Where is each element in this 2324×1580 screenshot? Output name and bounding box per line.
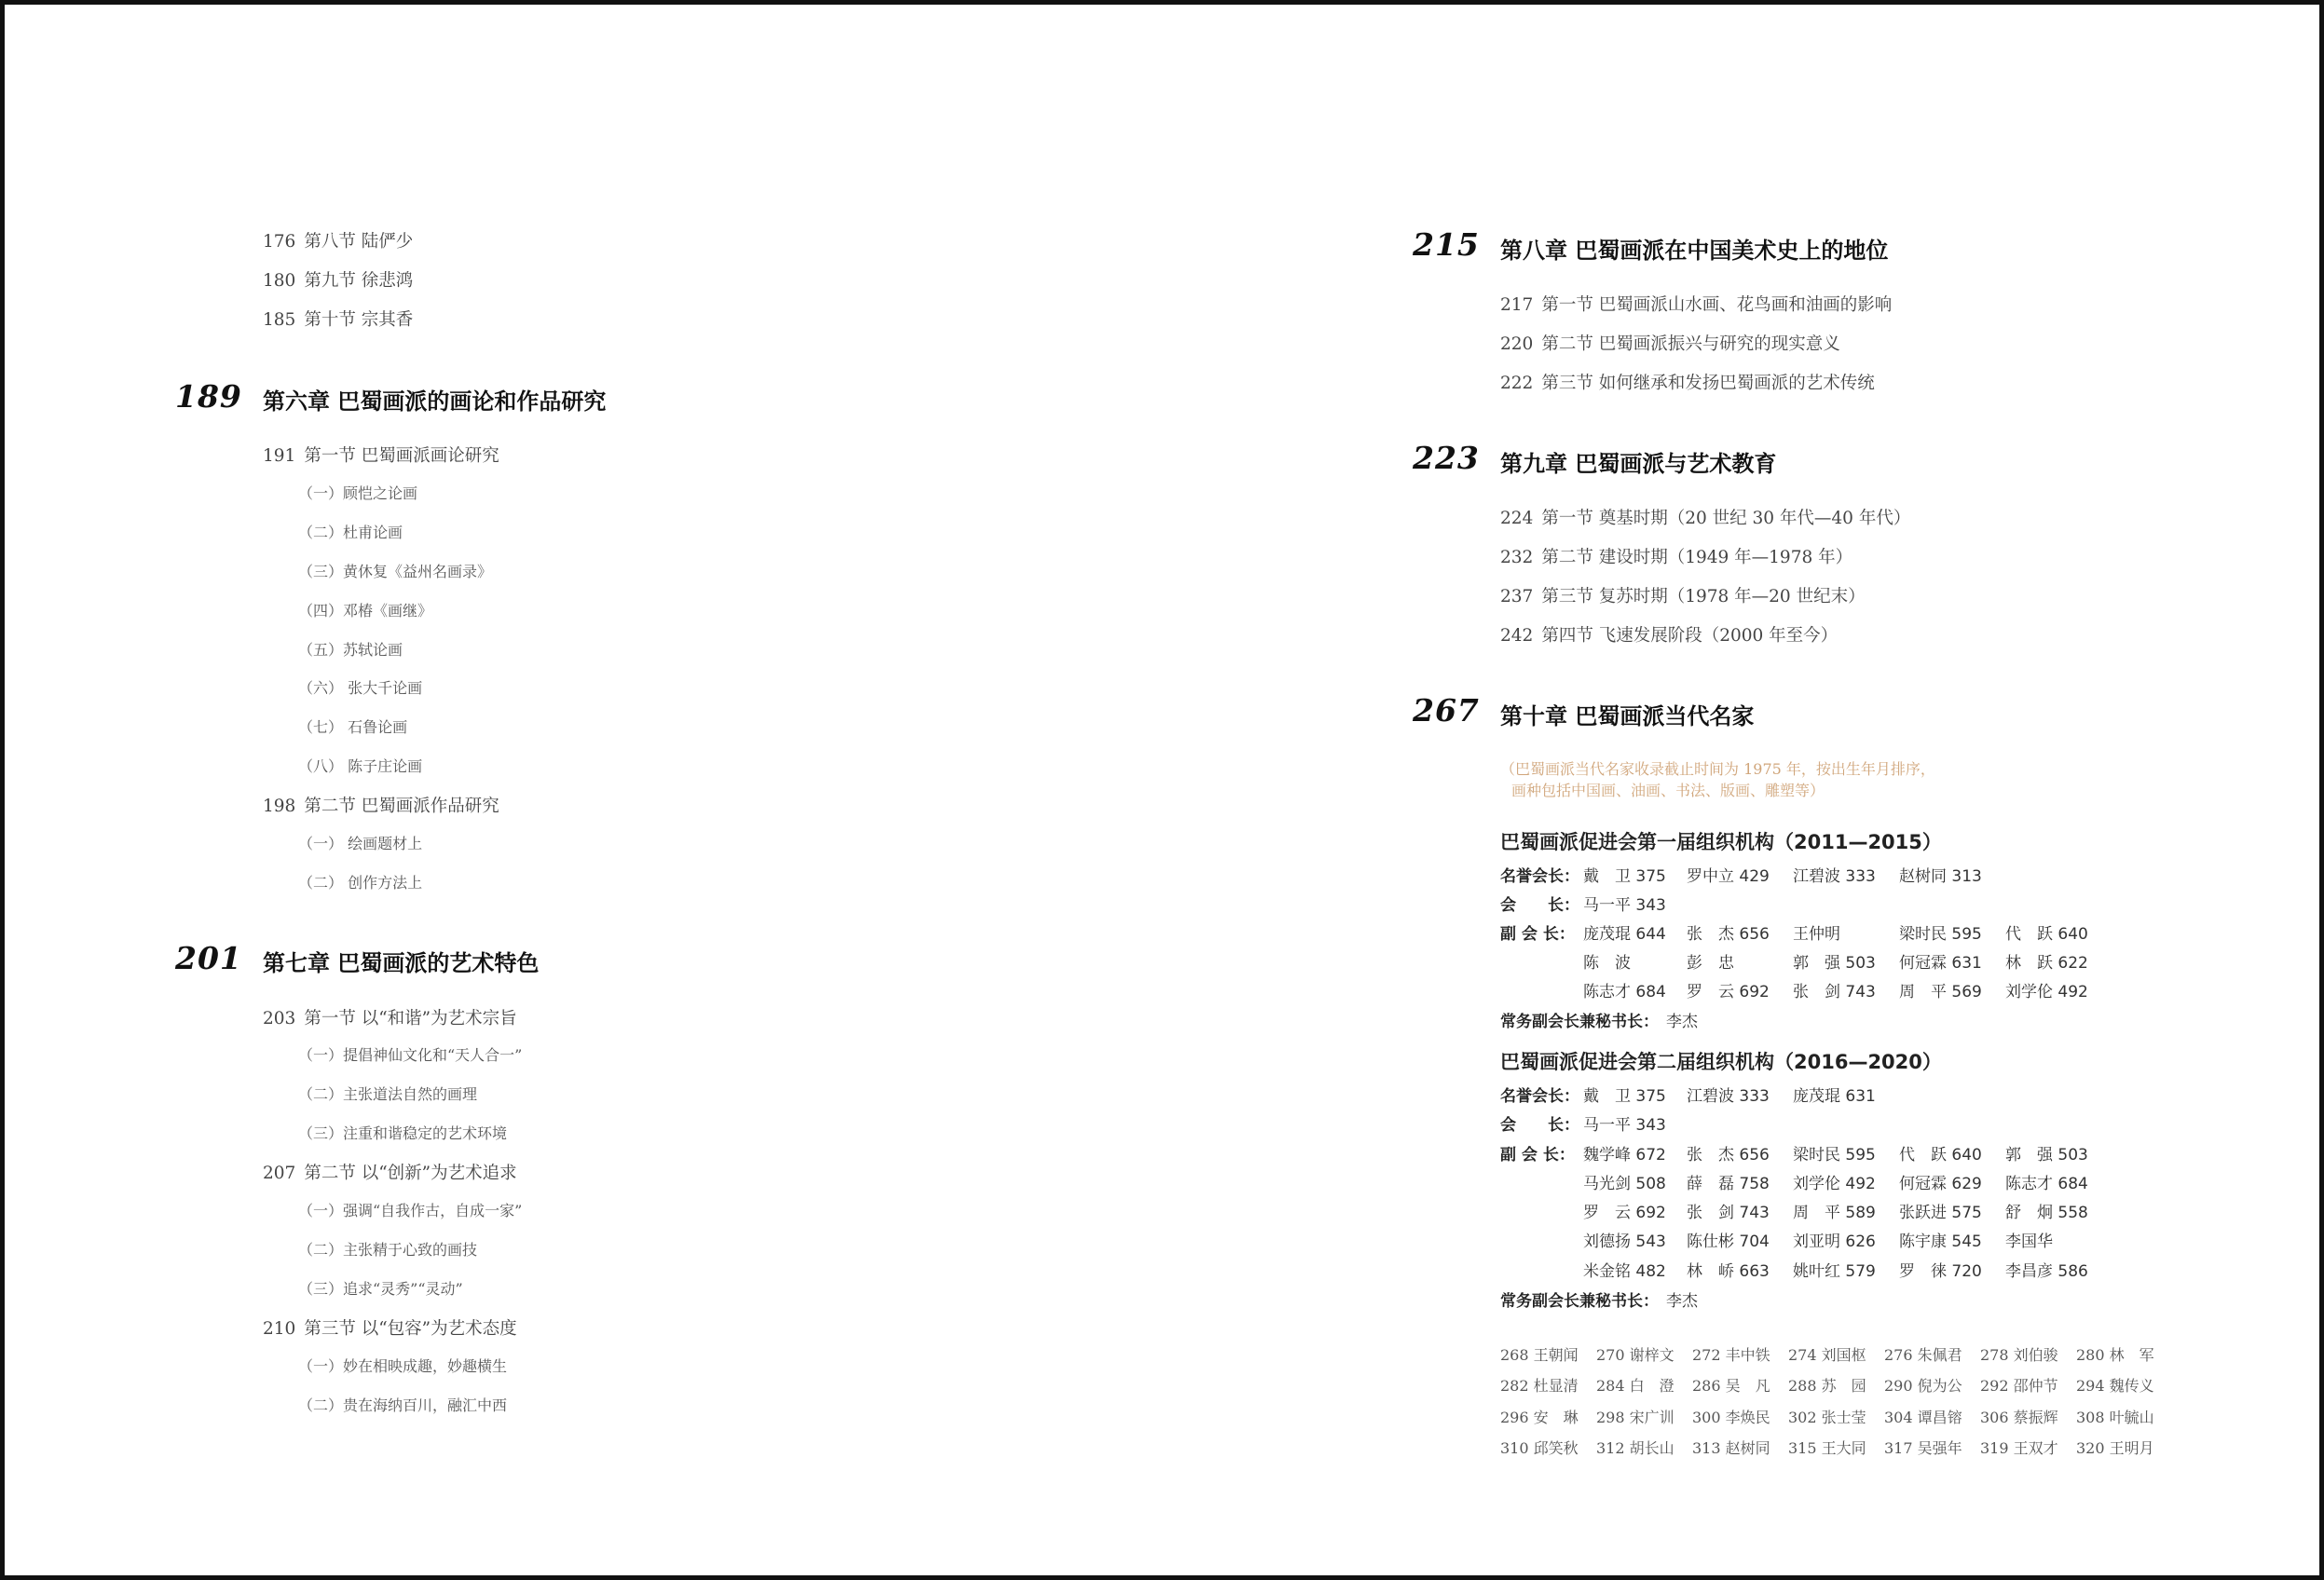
org-member: 梁时民 595 <box>1899 925 1982 944</box>
org-member: 陈志才 684 <box>2005 1175 2088 1193</box>
chapter-title[interactable]: 第十章 巴蜀画派当代名家 <box>1500 702 1755 729</box>
toc-subsection[interactable]: （五）苏轼论画 <box>298 641 403 659</box>
artist-entry[interactable]: 268 王朝闻 <box>1500 1346 1579 1364</box>
org-member: 戴 卫 375 <box>1583 1087 1666 1106</box>
org-member: 林 峤 663 <box>1687 1262 1770 1281</box>
artist-entry[interactable]: 290 倪为公 <box>1884 1377 1962 1395</box>
artist-entry[interactable]: 317 吴强年 <box>1884 1439 1962 1457</box>
toc-section[interactable]: 210 第三节 以“包容”为艺术态度 <box>263 1319 517 1339</box>
org-label: 副 会 长： <box>1500 1146 1575 1165</box>
org-member: 陈志才 684 <box>1583 983 1666 1001</box>
org-label: 副 会 长： <box>1500 925 1575 944</box>
artist-entry[interactable]: 319 王双才 <box>1980 1439 2058 1457</box>
artist-entry[interactable]: 302 张士莹 <box>1788 1409 1866 1426</box>
toc-section[interactable]: 198 第二节 巴蜀画派作品研究 <box>263 797 499 816</box>
org-member: 何冠霖 629 <box>1899 1175 1982 1193</box>
org-member: 马一平 343 <box>1583 896 1666 915</box>
org-label: 名誉会长： <box>1500 1087 1579 1106</box>
artist-entry[interactable]: 313 赵树同 <box>1692 1439 1770 1457</box>
org-member: 赵树同 313 <box>1899 867 1982 886</box>
org-member: 李杰 <box>1666 1013 1698 1031</box>
artist-entry[interactable]: 278 刘伯骏 <box>1980 1346 2058 1364</box>
artist-entry[interactable]: 296 安 琳 <box>1500 1409 1579 1426</box>
artist-entry[interactable]: 288 苏 园 <box>1788 1377 1866 1395</box>
toc-subsection[interactable]: （二）杜甫论画 <box>298 524 403 541</box>
org-member: 王仲明 <box>1793 925 1840 944</box>
org-label: 会 长： <box>1500 1116 1579 1135</box>
chapter-title[interactable]: 第八章 巴蜀画派在中国美术史上的地位 <box>1500 237 1889 264</box>
artist-entry[interactable]: 280 林 军 <box>2076 1346 2154 1364</box>
artist-entry[interactable]: 282 杜显清 <box>1500 1377 1579 1395</box>
org-member: 米金铭 482 <box>1583 1262 1666 1281</box>
org-member: 周 平 569 <box>1899 983 1982 1001</box>
org-member: 张 杰 656 <box>1687 1146 1770 1165</box>
artist-entry[interactable]: 320 王明月 <box>2076 1439 2154 1457</box>
toc-subsection[interactable]: （二） 创作方法上 <box>298 874 423 892</box>
org-member: 江碧波 333 <box>1793 867 1876 886</box>
artist-entry[interactable]: 308 叶毓山 <box>2076 1409 2154 1426</box>
org-member: 张跃进 575 <box>1899 1204 1982 1222</box>
toc-section[interactable]: 242 第四节 飞速发展阶段（2000 年至今） <box>1500 626 1839 646</box>
toc-subsection[interactable]: （三）注重和谐稳定的艺术环境 <box>298 1124 508 1142</box>
artist-entry[interactable]: 312 胡长山 <box>1596 1439 1675 1457</box>
org-member: 郭 强 503 <box>2005 1146 2088 1165</box>
org-member: 罗 云 692 <box>1583 1204 1666 1222</box>
toc-subsection[interactable]: （一）提倡神仙文化和“天人合一” <box>298 1046 523 1064</box>
artist-entry[interactable]: 298 宋广训 <box>1596 1409 1675 1426</box>
artist-entry[interactable]: 276 朱佩君 <box>1884 1346 1962 1364</box>
org-member: 庞茂琨 631 <box>1793 1087 1876 1106</box>
org-member: 刘学伦 492 <box>1793 1175 1876 1193</box>
org-member: 彭 忠 <box>1687 954 1734 973</box>
toc-subsection[interactable]: （三）追求“灵秀”“灵动” <box>298 1280 463 1298</box>
artist-entry[interactable]: 270 谢梓文 <box>1596 1346 1675 1364</box>
toc-section[interactable]: 232 第二节 建设时期（1949 年—1978 年） <box>1500 548 1853 567</box>
chapter-note: （巴蜀画派当代名家收录截止时间为 1975 年，按出生年月排序， <box>1500 760 1935 778</box>
org-member: 陈 波 <box>1583 954 1631 973</box>
org-member: 薛 磊 758 <box>1687 1175 1770 1193</box>
org-label: 常务副会长兼秘书长： <box>1500 1292 1659 1311</box>
org-heading: 巴蜀画派促进会第二届组织机构（2016—2020） <box>1500 1051 1942 1073</box>
org-member: 代 跃 640 <box>2005 925 2088 944</box>
artist-entry[interactable]: 306 蔡振辉 <box>1980 1409 2058 1426</box>
org-member: 刘学伦 492 <box>2005 983 2088 1001</box>
toc-section[interactable]: 185 第十节 宗其香 <box>263 310 414 330</box>
org-heading: 巴蜀画派促进会第一届组织机构（2011—2015） <box>1500 831 1942 853</box>
org-member: 刘德扬 543 <box>1583 1233 1666 1251</box>
artist-entry[interactable]: 286 吴 凡 <box>1692 1377 1770 1395</box>
toc-subsection[interactable]: （二）主张精于心致的画技 <box>298 1241 478 1259</box>
org-member: 罗 云 692 <box>1687 983 1770 1001</box>
toc-section[interactable]: 220 第二节 巴蜀画派振兴与研究的现实意义 <box>1500 334 1840 354</box>
org-member: 姚叶红 579 <box>1793 1262 1876 1281</box>
org-member: 张 剑 743 <box>1793 983 1876 1001</box>
toc-section[interactable]: 207 第二节 以“创新”为艺术追求 <box>263 1164 517 1183</box>
org-label: 常务副会长兼秘书长： <box>1500 1013 1659 1031</box>
toc-section[interactable]: 191 第一节 巴蜀画派画论研究 <box>263 446 499 466</box>
org-member: 张 剑 743 <box>1687 1204 1770 1222</box>
org-member: 庞茂琨 644 <box>1583 925 1666 944</box>
org-member: 梁时民 595 <box>1793 1146 1876 1165</box>
toc-subsection[interactable]: （六） 张大千论画 <box>298 679 423 697</box>
org-member: 郭 强 503 <box>1793 954 1876 973</box>
toc-section[interactable]: 203 第一节 以“和谐”为艺术宗旨 <box>263 1009 517 1028</box>
org-member: 陈宇康 545 <box>1899 1233 1982 1251</box>
org-member: 舒 炯 558 <box>2005 1204 2088 1222</box>
chapter-title[interactable]: 第九章 巴蜀画派与艺术教育 <box>1500 450 1777 477</box>
artist-entry[interactable]: 304 谭昌镕 <box>1884 1409 1962 1426</box>
toc-section[interactable]: 217 第一节 巴蜀画派山水画、花鸟画和油画的影响 <box>1500 295 1893 315</box>
chapter-page-number: 267 <box>1413 692 1480 729</box>
org-member: 何冠霖 631 <box>1899 954 1982 973</box>
chapter-page-number: 223 <box>1413 440 1480 476</box>
org-member: 陈仕彬 704 <box>1687 1233 1770 1251</box>
artist-entry[interactable]: 292 邵仲节 <box>1980 1377 2058 1395</box>
toc-subsection[interactable]: （八） 陈子庄论画 <box>298 757 423 775</box>
artist-entry[interactable]: 294 魏传义 <box>2076 1377 2154 1395</box>
toc-subsection[interactable]: （一）顾恺之论画 <box>298 484 418 502</box>
artist-entry[interactable]: 310 邱笑秋 <box>1500 1439 1579 1457</box>
artist-entry[interactable]: 284 白 澄 <box>1596 1377 1675 1395</box>
org-member: 李国华 <box>2005 1233 2053 1251</box>
chapter-page-number: 201 <box>175 940 242 976</box>
toc-subsection[interactable]: （一）强调“自我作古，自成一家” <box>298 1202 523 1219</box>
org-label: 名誉会长： <box>1500 867 1579 886</box>
toc-subsection[interactable]: （二）主张道法自然的画理 <box>298 1085 478 1103</box>
chapter-title[interactable]: 第七章 巴蜀画派的艺术特色 <box>263 949 540 976</box>
toc-subsection[interactable]: （一）妙在相映成趣，妙趣横生 <box>298 1357 508 1375</box>
org-member: 江碧波 333 <box>1687 1087 1770 1106</box>
org-member: 刘亚明 626 <box>1793 1233 1876 1251</box>
org-member: 代 跃 640 <box>1899 1146 1982 1165</box>
org-member: 魏学峰 672 <box>1583 1146 1666 1165</box>
toc-subsection[interactable]: （七） 石鲁论画 <box>298 718 408 736</box>
org-member: 马光剑 508 <box>1583 1175 1666 1193</box>
chapter-page-number: 215 <box>1413 226 1480 263</box>
artist-entry[interactable]: 315 王大同 <box>1788 1439 1866 1457</box>
org-member: 马一平 343 <box>1583 1116 1666 1135</box>
artist-entry[interactable]: 274 刘国枢 <box>1788 1346 1866 1364</box>
org-member: 李昌彦 586 <box>2005 1262 2088 1281</box>
toc-subsection[interactable]: （四）邓椿《画继》 <box>298 602 433 620</box>
toc-section[interactable]: 222 第三节 如何继承和发扬巴蜀画派的艺术传统 <box>1500 374 1875 393</box>
artist-entry[interactable]: 300 李焕民 <box>1692 1409 1770 1426</box>
toc-section[interactable]: 237 第三节 复苏时期（1978 年—20 世纪末） <box>1500 587 1866 606</box>
org-member: 周 平 589 <box>1793 1204 1876 1222</box>
chapter-title[interactable]: 第六章 巴蜀画派的画论和作品研究 <box>263 388 607 415</box>
chapter-note: 画种包括中国画、油画、书法、版画、雕塑等） <box>1511 782 1825 799</box>
toc-section[interactable]: 180 第九节 徐悲鸿 <box>263 271 414 291</box>
org-member: 林 跃 622 <box>2005 954 2088 973</box>
org-member: 罗 徕 720 <box>1899 1262 1982 1281</box>
org-member: 戴 卫 375 <box>1583 867 1666 886</box>
org-label: 会 长： <box>1500 896 1579 915</box>
toc-section[interactable]: 176 第八节 陆俨少 <box>263 232 414 252</box>
org-member: 罗中立 429 <box>1687 867 1770 886</box>
org-member: 张 杰 656 <box>1687 925 1770 944</box>
toc-subsection[interactable]: （二）贵在海纳百川，融汇中西 <box>298 1396 508 1414</box>
org-member: 李杰 <box>1666 1292 1698 1311</box>
toc-section[interactable]: 224 第一节 奠基时期（20 世纪 30 年代—40 年代） <box>1500 509 1911 528</box>
chapter-page-number: 189 <box>175 378 242 415</box>
artist-entry[interactable]: 272 丰中铁 <box>1692 1346 1770 1364</box>
toc-subsection[interactable]: （三）黄休复《益州名画录》 <box>298 563 493 580</box>
toc-subsection[interactable]: （一） 绘画题材上 <box>298 835 423 852</box>
